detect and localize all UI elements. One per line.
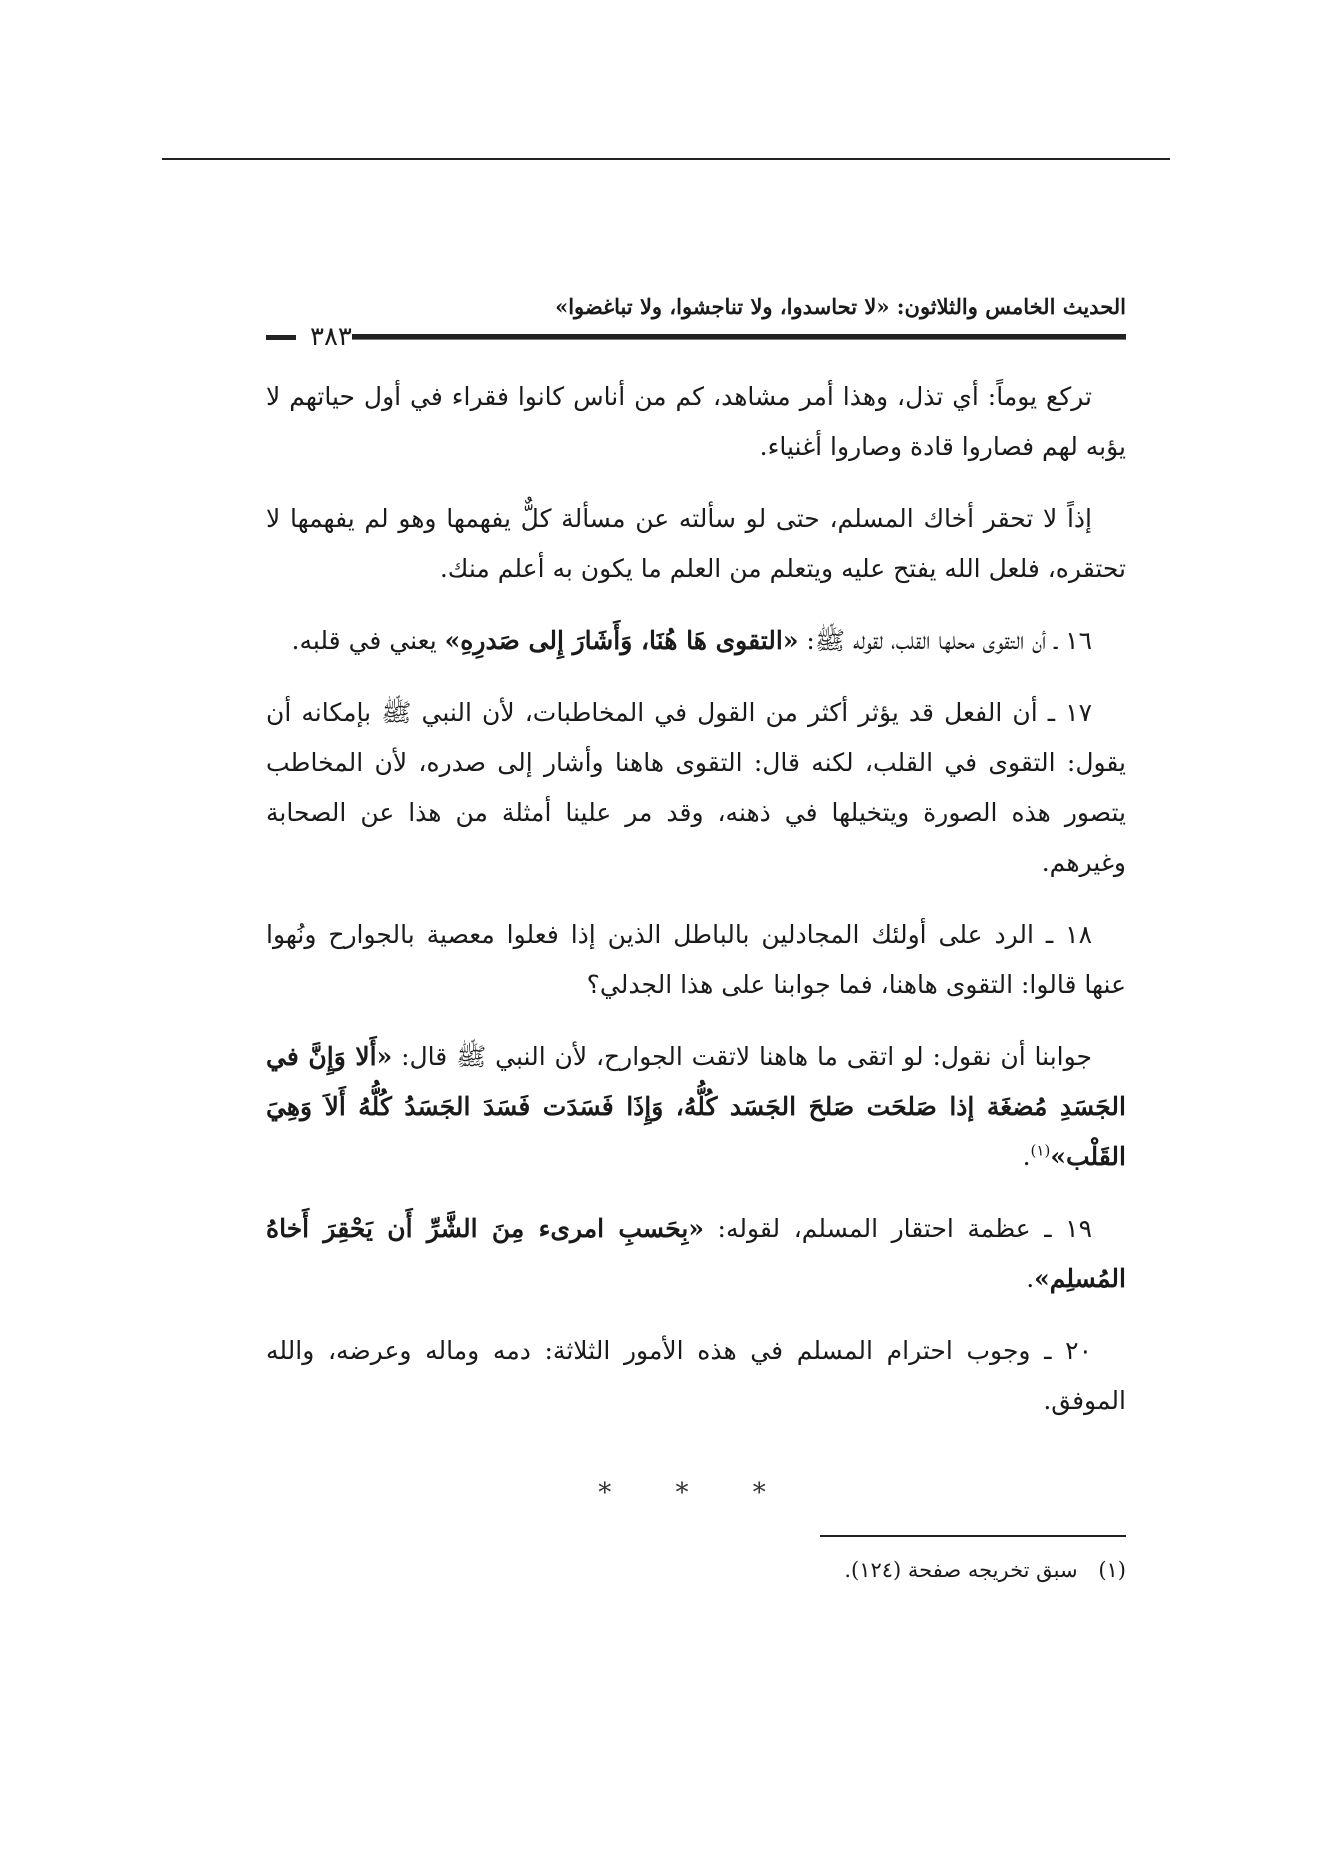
- text-run: ١٨ ـ الرد على أولئك المجادلين بالباطل الذين إذا فعلوا معصية بالجوارح ونُهوا عنها قالوا: التقوى هاهنا، فما جوابنا على هذا الجدلي؟: [266, 920, 1126, 999]
- text-run: ١٩ ـ عظمة احتقار المسلم، لقوله:: [703, 1214, 1092, 1243]
- paragraph: [266, 616, 1126, 666]
- footnote: [266, 1553, 1126, 1587]
- page-header: [266, 292, 1126, 350]
- text-run: ١٧ ـ أن الفعل قد يؤثر أكثر من القول في المخاطبات، لأن النبي ﷺ بإمكانه أن يقول: التقوى في القلب، لكنه قال: التقوى هاهنا وأشار إلى صدره، لأن المخاطب يتصور هذه الصورة ويتخيلها في ذهنه، وقد مر علينا أمثلة من هذا عن الصحابة وغيرهم.: [266, 698, 1126, 877]
- text-run: إذاً لا تحقر أخاك المسلم، حتى لو سألته عن مسألة كلٌّ يفهمها وهو لم يفهمها لا تحتقره، فلعل الله يفتح عليه ويتعلم من العلم ما يكون به أعلم منك.: [266, 504, 1126, 583]
- paragraph: [266, 1032, 1126, 1182]
- text-run: تركع يوماً: أي تذل، وهذا أمر مشاهد، كم من أناس كانوا فقراء في أول حياتهم لا يؤبه لهم فصاروا قادة وصاروا أغنياء.: [266, 382, 1126, 461]
- text-run: .: [1022, 1142, 1031, 1171]
- section-separator: * * *: [598, 1478, 794, 1508]
- paragraph: [266, 1204, 1126, 1304]
- footnote-rule: [820, 1535, 1126, 1537]
- top-rule: [162, 158, 1170, 160]
- paragraph: [266, 372, 1126, 472]
- page-body: [266, 372, 1126, 1448]
- footnote-ref: (١): [1030, 1141, 1051, 1160]
- text-run: جوابنا أن نقول: لو اتقى ما هاهنا لاتقت الجوارح، لأن النبي ﷺ قال:: [392, 1042, 1092, 1071]
- footnote-number: (١): [1098, 1558, 1126, 1582]
- hadith-quote: «بِحَسبِ امرىء مِنَ الشَّرِّ أَن يَحْقِرَ أَخاهُ المُسلِم»: [266, 1214, 1126, 1293]
- paragraph: [266, 688, 1126, 888]
- header-bar: [266, 324, 1126, 350]
- header-rule: [352, 334, 1126, 340]
- running-title: الحديث الخامس والثلاثون: «لا تحاسدوا، ولا تناجشوا، ولا تباغضوا»: [555, 294, 1126, 319]
- header-rule-tail: [266, 335, 296, 340]
- paragraph: [266, 494, 1126, 594]
- text-run: يعني في قلبه.: [291, 626, 445, 655]
- paragraph: [266, 1326, 1126, 1426]
- text-run: ٢٠ ـ وجوب احترام المسلم في هذه الأمور الثلاثة: دمه وماله وعرضه، والله الموفق.: [266, 1336, 1126, 1415]
- text-run: ١٦ ـ أن التقوى محلها القلب، لقوله ﷺ:: [798, 626, 1092, 655]
- hadith-quote: «أَلا وَإِنَّ في الجَسَدِ مُضغَة إذا صَلحَت صَلحَ الجَسَد كُلُّهُ، وَإِذَا فَسَدَت فَسَدَ الجَسَدُ كُلُّهُ أَلاَ وَهِيَ القَلْب»: [266, 1042, 1126, 1171]
- footnote-text: سبق تخريجه صفحة (١٢٤).: [844, 1558, 1078, 1582]
- page-number: ٣٨٣: [310, 322, 352, 352]
- paragraph: [266, 910, 1126, 1010]
- text-run: .: [1026, 1264, 1035, 1293]
- hadith-quote: «التقوى هَا هُنَا، وَأَشَارَ إِلى صَدرِهِ»: [444, 626, 799, 655]
